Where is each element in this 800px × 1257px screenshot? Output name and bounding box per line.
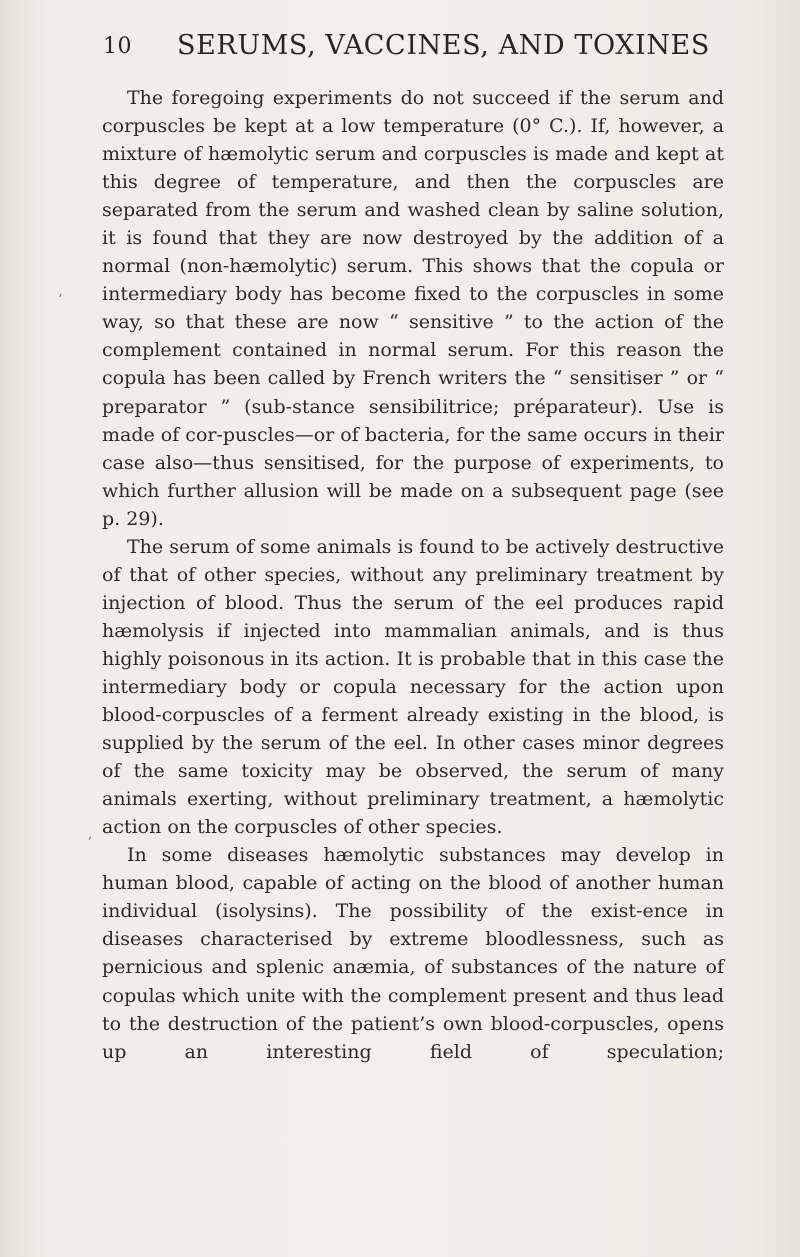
paragraph-2: The serum of some animals is found to be actively destructive of that of other species, without any preliminary treatment by injection of blood. Thus the serum of the eel produces rapid hæmolysis if injected into mammalian animals, and is thus highly poisonous in its action. It is probable that in this case the intermediary body or copula necessary for the action upon blood-corpuscles of a ferment already existing in the blood, is supplied by the serum of the eel. In other cases minor degrees of the same toxicity may be observed, the serum of many animals exerting, without preliminary treatment, a hæmolytic action on the corpuscles of other species. — [102, 535, 724, 839]
running-head: SERUMS, VACCINES, AND TOXINES — [177, 30, 710, 61]
paragraph-1: The foregoing experiments do not succeed if the serum and corpuscles be kept at a low temperature (0° C.). If, however, a mixture of hæmolytic serum and corpuscles is made and kept at this degree of temperature, and then the corpuscles are separated from the serum and washed clean by saline solution, it is found that they are now destroyed by the addition of a normal (non-hæmolytic) serum. This shows that the copula or intermediary body has become fixed to the corpuscles in some way, so that these are now “ sensitive ” to the action of the complement contained in normal serum. For this reason the copula has been called by French writers the “ sensitiser ” or “ preparator ” (sub-stance sensibilitrice; préparateur). Use is made of cor-puscles—or of bacteria, for the same occurs in their case also—thus sensitised, for the purpose of experiments, to which further allusion will be made on a subsequent page (see p. 29). — [102, 87, 724, 530]
margin-speck: , — [88, 826, 93, 842]
page-header — [103, 30, 723, 66]
margin-speck: ‘ — [58, 292, 63, 308]
paragraph-3: In some diseases hæmolytic substances may develop in human blood, capable of acting on the blood of another human individual (isolysins). The possibility of the exist-ence in diseases characterised by extreme bloodlessness, such as pernicious and splenic anæmia, of substances of the nature of copulas which unite with the complement present and thus lead to the destruction of the patient’s own blood-corpuscles, opens up an interesting field of speculation; — [102, 844, 724, 1063]
page-number: 10 — [103, 34, 132, 59]
body-text — [102, 84, 724, 1066]
